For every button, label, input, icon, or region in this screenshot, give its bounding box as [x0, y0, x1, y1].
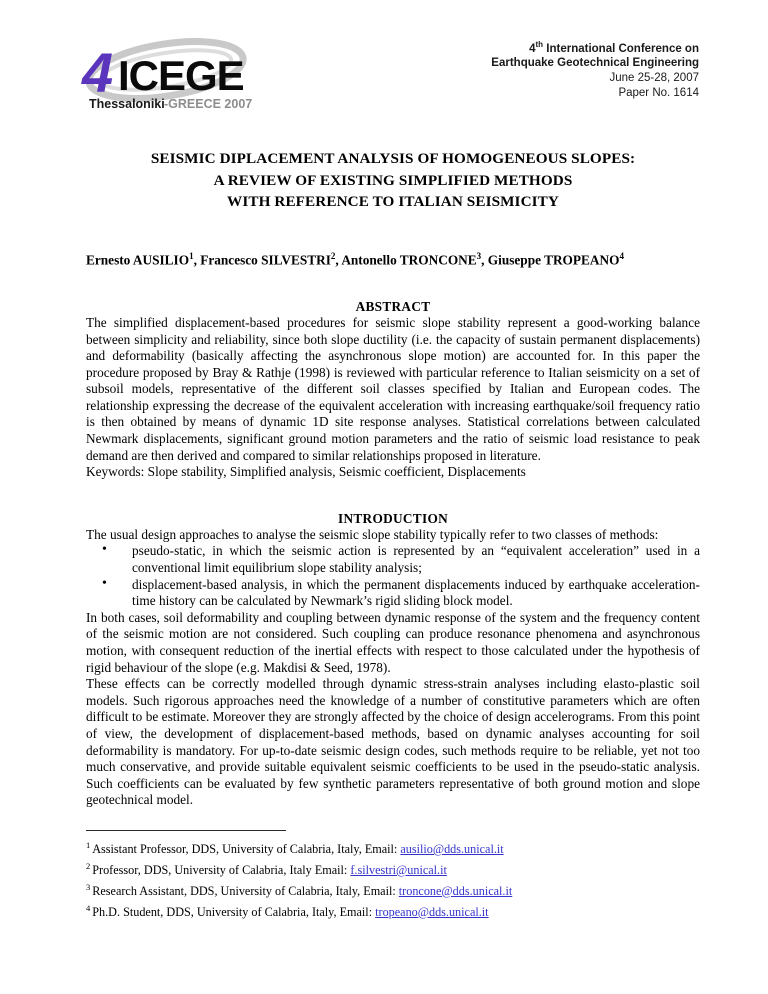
author-1-name: Ernesto AUSILIO: [86, 251, 190, 267]
author-1-affiliation-marker: 1: [189, 250, 194, 261]
footnote-4-marker: 4: [86, 902, 91, 913]
keywords-line: Keywords: Slope stability, Simplified analysis, Seismic coefficient, Displacements: [86, 464, 526, 480]
footnote-3-text: Research Assistant, DDS, University of Calabria, Italy, Email:: [92, 883, 399, 898]
conference-paper-number: Paper No. 1614: [618, 86, 699, 99]
logo-numeral: 4: [82, 41, 114, 104]
footnote-2-text: Professor, DDS, University of Calabria, Italy Email:: [92, 862, 351, 877]
introduction-paragraph-2: In both cases, soil deformability and coupling between dynamic response of the system and the frequency content of the seismic motion are not considered. Such coupling can produce resonance phenomena and asynchronous motion, with consequent reduction of the inertial effects with respect to those calculated under the hypothesis of rigid behaviour of the slope (e.g. Makdisi & Seed, 1978).: [86, 609, 700, 675]
abstract-heading: ABSTRACT: [355, 298, 431, 314]
title-line-1: SEISMIC DIPLACEMENT ANALYSIS OF HOMOGENEOUS SLOPES:: [150, 150, 636, 167]
conference-ordinal: 4: [529, 42, 536, 55]
author-list: [86, 247, 700, 269]
footnote-2: [86, 858, 700, 879]
author-separator: ,: [335, 251, 342, 267]
introduction-heading: INTRODUCTION: [338, 510, 448, 526]
conference-info: [491, 30, 700, 100]
introduction-paragraph-1: The usual design approaches to analyse the seismic slope stability typically refer to two classes of methods:: [86, 526, 659, 542]
footnote-4-email-link[interactable]: tropeano@dds.unical.it: [375, 904, 489, 919]
footnote-2-marker: 2: [86, 860, 91, 871]
author-separator: ,: [193, 251, 201, 267]
footnote-1-marker: 1: [86, 840, 91, 850]
logo-country-year: -GREECE 2007: [164, 97, 253, 111]
list-item: • displacement-based analysis, in which the permanent displacements induced by earthquake acceleration-time history can be calculated by Newmark’s rigid sliding block model.: [86, 577, 700, 610]
logo-city: Thessaloniki: [89, 97, 165, 111]
footnote-1-email-link[interactable]: ausilio@dds.unical.it: [400, 842, 504, 857]
methods-bullet-list: [86, 543, 700, 609]
list-item: • pseudo-static, in which the seismic action is represented by an “equivalent acceleration” used in a conventional limit equilibrium slope stability analysis;: [86, 543, 700, 576]
footnote-2-email-link[interactable]: f.silvestri@unical.it: [350, 862, 447, 877]
footnote-3: [86, 879, 700, 900]
footnote-1-text: Assistant Professor, DDS, University of Calabria, Italy, Email:: [92, 842, 401, 857]
author-separator: ,: [481, 251, 488, 267]
page-header: [82, 30, 700, 116]
title-line-3: WITH REFERENCE TO ITALIAN SEISMICITY: [227, 193, 559, 210]
footnote-section: [86, 830, 700, 920]
footnote-3-marker: 3: [86, 881, 91, 892]
conference-line-1: [491, 38, 699, 56]
conference-name-part: International Conference on: [543, 42, 699, 55]
conference-line-2: Earthquake Geotechnical Engineering: [491, 57, 699, 70]
footnote-4: [86, 900, 700, 921]
footnote-separator-rule: [86, 830, 286, 831]
author-4-name: Giuseppe TROPEANO: [487, 251, 620, 267]
logo-acronym: ICEGE: [118, 52, 244, 99]
footnote-3-email-link[interactable]: troncone@dds.unical.it: [398, 883, 513, 898]
author-2-name: Francesco SILVESTRI: [200, 251, 331, 267]
introduction-paragraph-3: These effects can be correctly modelled through dynamic stress-strain analyses including elasto-plastic soil models. Such rigorous approaches need the knowledge of a number of constitutive parameters which are often difficult to be estimate. Moreover they are strongly affected by the choice of design accelerograms. From this point of view, the development of displacement-based methods, based on dynamic analyses accounting for soil deformability is mandatory. For up-to-date seismic design codes, such methods require to be reliable, yet not too much conservative, and provide suitable equivalent seismic coefficients to be used in the pseudo-static analysis. Such coefficients can be evaluated by few synthetic parameters representative of both ground motion and slope geotechnical model.: [86, 676, 700, 808]
abstract-text: The simplified displacement-based procedures for seismic slope stability represent a good-working balance between simplicity and reliability, since both slope ductility (i.e. the capacity of sustain permanent displacements) and deformability (basically affecting the asynchronous slope motion) are accounted for. In this paper the procedure proposed by Bray & Rathje (1998) is reviewed with particular reference to Italian seismicity on a set of subsoil models, representative of the different soil classes specified by Italian and European codes. The relationship expressing the decrease of the equivalent acceleration with increasing earthquake/soil frequency ratio is then obtained by means of dynamic 1D site response analyses. Statistical correlations between calculated Newmark displacements, significant ground motion parameters and the ratio of seismic load resistance to peak demand are then derived and compared to similar relationships proposed in literature.: [86, 314, 700, 463]
conference-dates: June 25-28, 2007: [609, 72, 699, 85]
author-4-affiliation-marker: 4: [619, 250, 624, 261]
footnote-1: [86, 837, 700, 858]
conference-ordinal-suffix: th: [535, 40, 544, 49]
author-3-name: Antonello TRONCONE: [341, 251, 477, 267]
author-2-affiliation-marker: 2: [330, 250, 336, 261]
footnote-4-text: Ph.D. Student, DDS, University of Calabria, Italy, Email:: [92, 904, 376, 919]
logo-graphic: [66, 34, 266, 116]
title-line-2: A REVIEW OF EXISTING SIMPLIFIED METHODS: [213, 171, 573, 189]
page-title: [86, 148, 700, 213]
icege-conference-logo: [66, 34, 266, 116]
author-3-affiliation-marker: 3: [476, 250, 482, 261]
